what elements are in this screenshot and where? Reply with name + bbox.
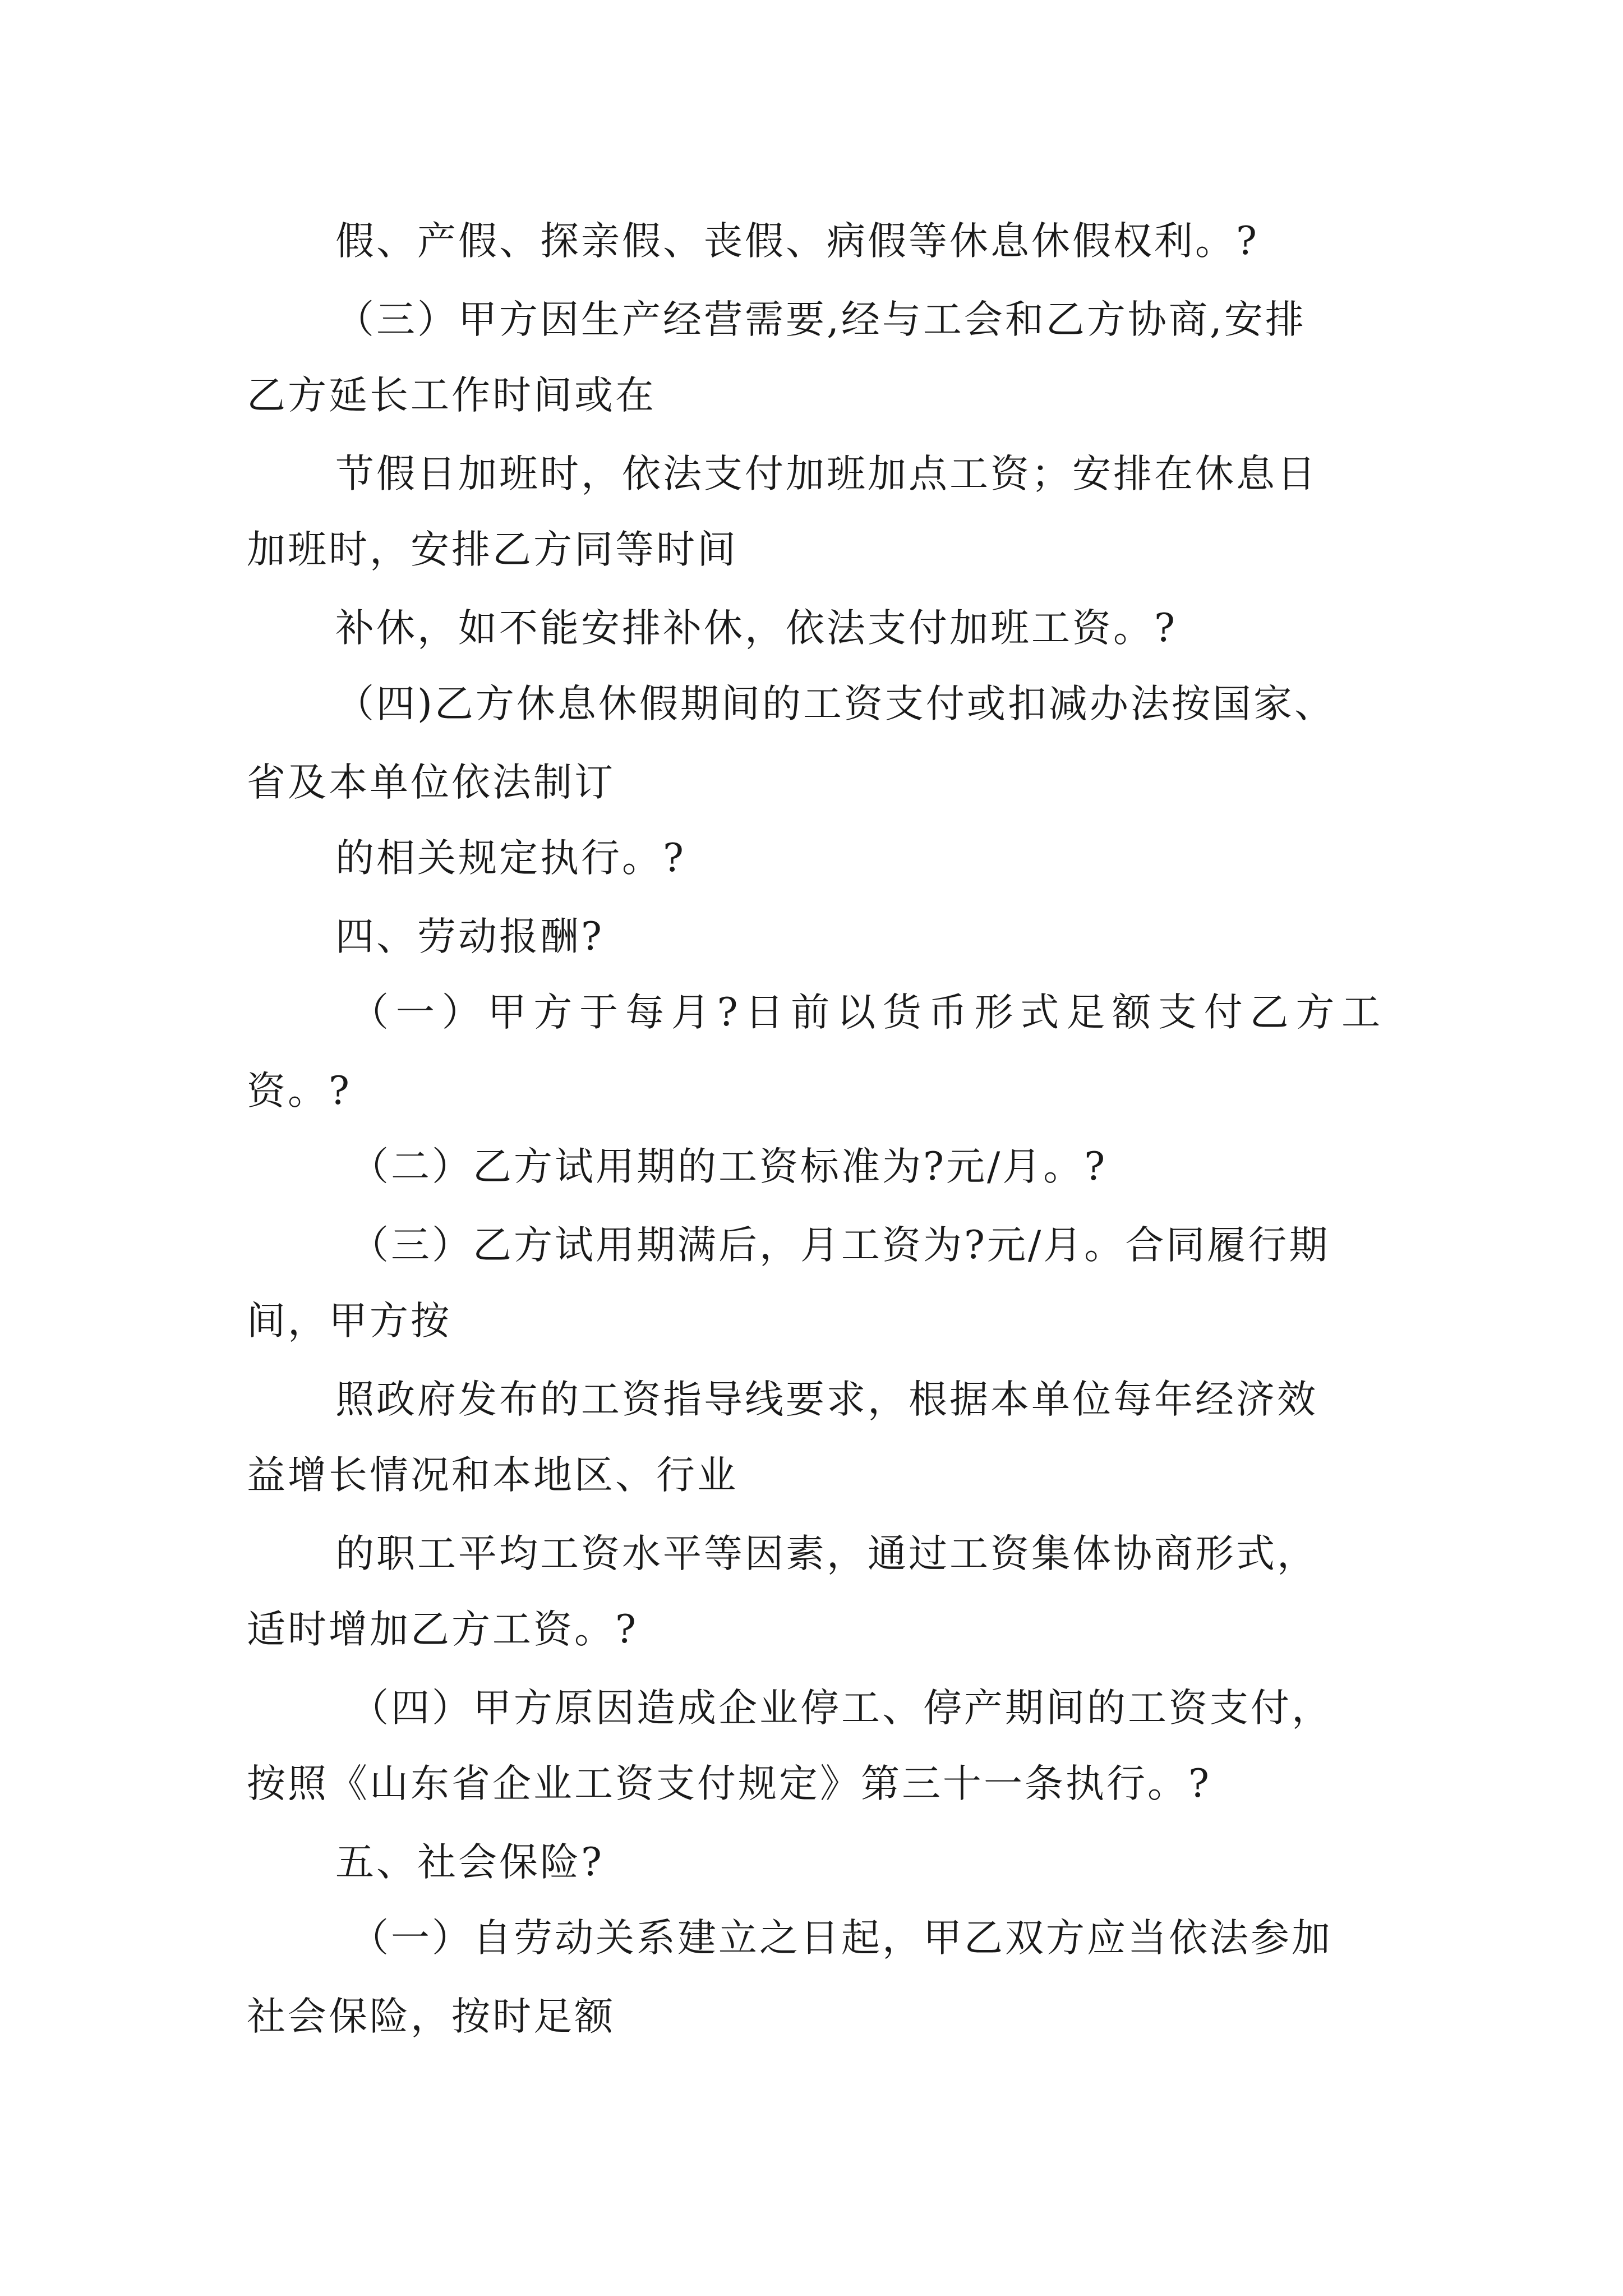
section-heading: 五、社会保险?: [335, 1840, 604, 1885]
text-line: 资。?: [247, 1069, 352, 1114]
text-line: 节假日加班时，依法支付加班加点工资；安排在休息日: [335, 452, 1318, 496]
text-line: （二）乙方试用期的工资标准为?元/月。?: [350, 1144, 1108, 1189]
text-line: 加班时，安排乙方同等时间: [247, 527, 738, 572]
text-line: （四）甲方原因造成企业停工、停产期间的工资支付，: [350, 1686, 1332, 1731]
text-line: 益增长情况和本地区、行业: [247, 1453, 738, 1498]
text-line: （三）甲方因生产经营需要,经与工会和乙方协商,安排: [335, 297, 1306, 342]
text-line: 按照《山东省企业工资支付规定》第三十一条执行。?: [247, 1761, 1211, 1806]
text-line: 的相关规定执行。?: [335, 836, 686, 881]
text-line: （一）甲方于每月?日前以货币形式足额支付乙方工: [350, 990, 1387, 1035]
text-line: 省及本单位依法制订: [247, 760, 615, 805]
text-line: 乙方延长工作时间或在: [247, 373, 656, 418]
text-line: 假、产假、探亲假、丧假、病假等休息休假权利。?: [335, 219, 1259, 264]
text-line: 适时增加乙方工资。?: [247, 1607, 638, 1652]
text-line: （四)乙方休息休假期间的工资支付或扣减办法按国家、: [335, 682, 1335, 726]
text-line: （一）自劳动关系建立之日起，甲乙双方应当依法参加: [350, 1916, 1332, 1961]
section-heading: 四、劳动报酬?: [335, 914, 604, 959]
text-line: 照政府发布的工资指导线要求，根据本单位每年经济效: [335, 1377, 1318, 1422]
text-line: 社会保险，按时足额: [247, 1994, 615, 2039]
text-line: 补休，如不能安排补休，依法支付加班工资。?: [335, 606, 1177, 651]
text-line: （三）乙方试用期满后，月工资为?元/月。合同履行期: [350, 1223, 1330, 1268]
text-line: 间，甲方按: [247, 1299, 451, 1343]
text-line: 的职工平均工资水平等因素，通过工资集体协商形式，: [335, 1531, 1318, 1576]
